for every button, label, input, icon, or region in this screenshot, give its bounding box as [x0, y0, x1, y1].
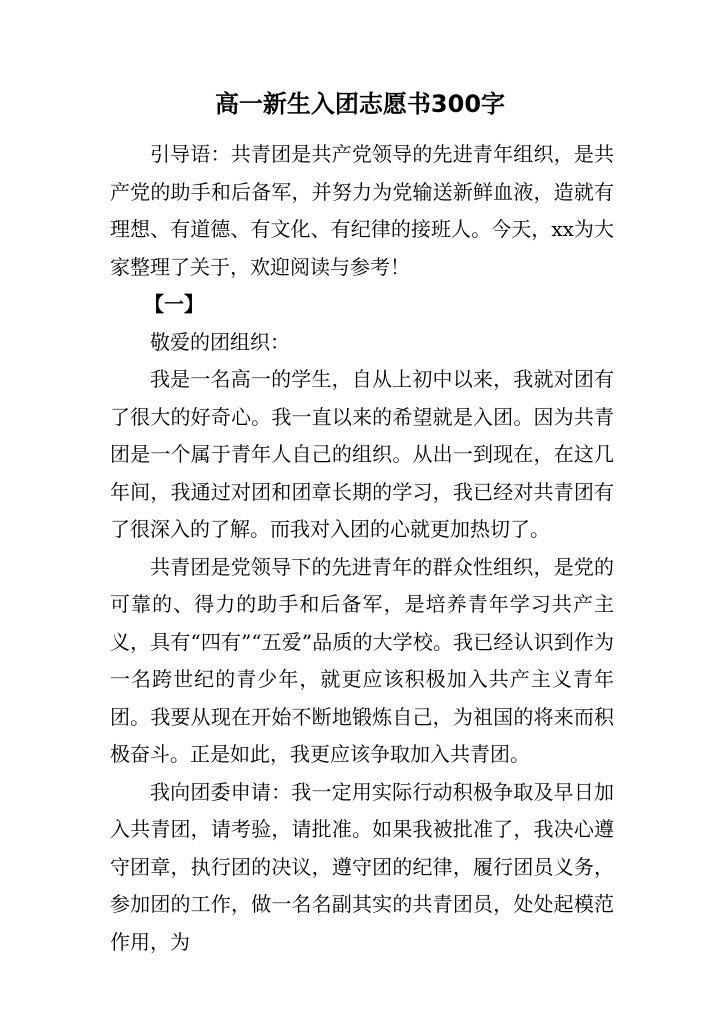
section-heading: 【一】: [144, 292, 204, 316]
document-title: 高一新生入团志愿书300字: [214, 90, 506, 118]
body-paragraph: 共青团是党领导下的先进青年的群众性组织，是党的可靠的、得力的助手和后备军，是培养青年学习共产主义，具有“四有”“五爱”品质的大学校。我已经认识到作为一名跨世纪的青少年，就更应该积极加入共产主义青年团。我要从现在开始不断地锻炼自己，为祖国的将来而积极奋斗。正是如此，我更应该争取加入共青团。: [110, 554, 614, 766]
body-paragraph: 我是一名高一的学生，自从上初中以来，我就对团有了很大的好奇心。我一直以来的希望就是入团。因为共青团是一个属于青年人自己的组织。从出一到现在，在这几年间，我通过对团和团章长期的学习，我已经对共青团有了很深入的了解。而我对入团的心就更加热切了。: [110, 367, 614, 541]
document-body: [110, 136, 614, 961]
salutation: 敬爱的团组织：: [150, 329, 290, 354]
body-paragraph: 我向团委申请：我一定用实际行动积极争取及早日加入共青团，请考验，请批准。如果我被批准了，我决心遵守团章，执行团的决议，遵守团的纪律，履行团员义务，参加团的工作，做一名名副其实的共青团员，处处起模范作用，为: [110, 779, 614, 954]
intro-paragraph: 引导语：共青团是共产党领导的先进青年组织，是共产党的助手和后备军，并努力为党输送新鲜血液，造就有理想、有道德、有文化、有纪律的接班人。今天，xx为大家整理了关于，欢迎阅读与参考！: [110, 142, 614, 279]
